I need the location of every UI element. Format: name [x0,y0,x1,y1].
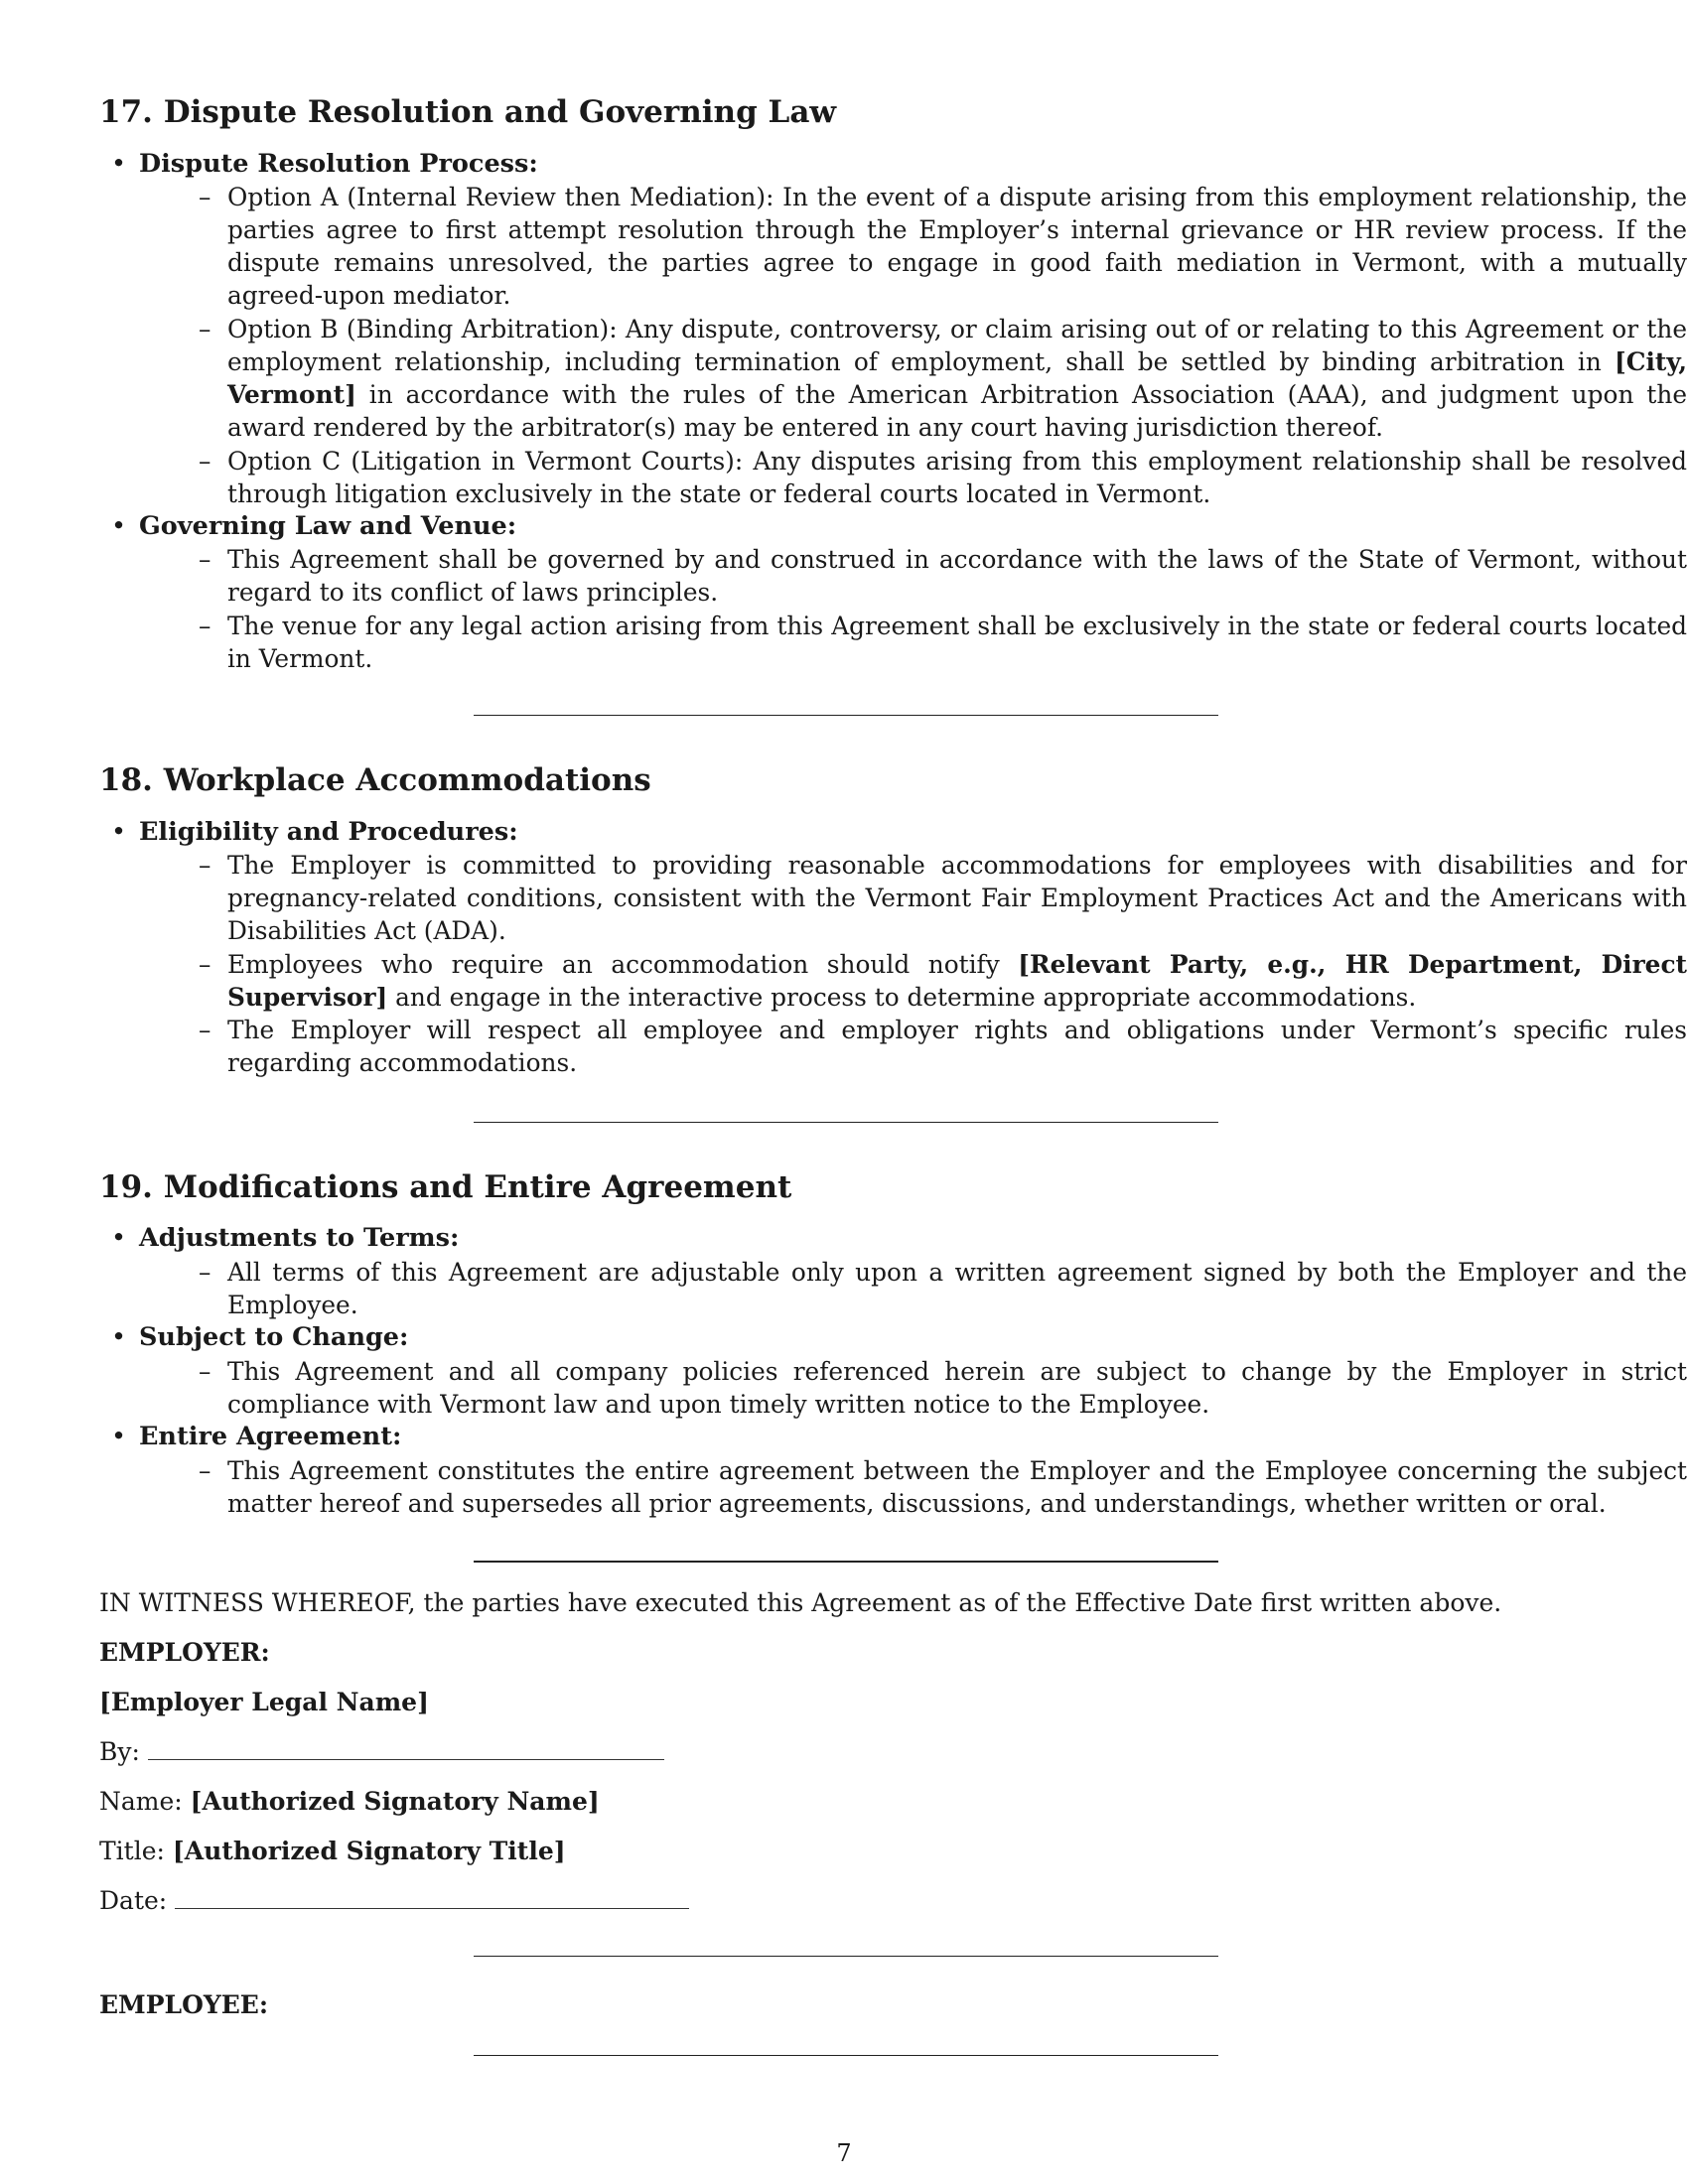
section-divider [474,1122,1218,1123]
section-19-title: 19. Modifications and Entire Agreement [99,1169,792,1205]
employee-label-text: EMPLOYEE: [99,1990,269,2019]
signatory-name-placeholder: [Authorized Signatory Name] [190,1787,600,1816]
city-vermont-placeholder: [City, Vermont] [227,347,1687,409]
entire-agreement-heading: • Entire Agreement: [139,1422,401,1451]
section-18-title: 18. Workplace Accommodations [99,762,651,798]
name-label: Name: [99,1787,183,1816]
employer-legal-name [99,1688,429,1716]
title-label: Title: [99,1837,165,1865]
option-a-text: – Option A (Internal Review then Mediation): In the event of a dispute arising from this employment relationship, the parties agree to first attempt resolution through the Employer’s internal grievance or HR review process. If the dispute remains unresolved, the parties agree to engage in good faith mediation in Vermont, with a mutually agreed-upon mediator. [227,181,1687,312]
governing-law-text: – This Agreement shall be governed by and construed in accordance with the laws of the State of Vermont, without regard to its conflict of laws principles. [227,543,1687,609]
date-line[interactable] [175,1886,689,1909]
witness-statement: IN WITNESS WHEREOF, the parties have executed this Agreement as of the Effective Date first written above. [99,1588,1502,1617]
relevant-party-placeholder: [Relevant Party, e.g., HR Department, Direct Supervisor] [227,950,1687,1012]
page-number: 7 [836,2139,852,2167]
name-row [99,1787,600,1816]
signature-line[interactable] [148,1737,664,1760]
employee-label [99,1990,268,2019]
subject-to-change-heading: • Subject to Change: [139,1322,408,1352]
option-b-text-end: in accordance with the rules of the American Arbitration Association (AAA), and judgment upon the award rendered by the arbitrator(s) may be entered in any court having jurisdiction thereof. [227,380,1687,442]
signatory-title-placeholder: [Authorized Signatory Title] [172,1837,566,1865]
employer-legal-name-placeholder: [Employer Legal Name] [99,1688,429,1716]
section-divider [474,1956,1218,1957]
adjustments-heading: • Adjustments to Terms: [139,1223,459,1253]
document-page [99,0,1687,2184]
adjustments-text: – All terms of this Agreement are adjustable only upon a written agreement signed by both the Employer and the Employee. [227,1256,1687,1321]
by-row [99,1737,664,1766]
notify-text-end: and engage in the interactive process to determine appropriate accommodations. [387,983,1417,1012]
entire-agreement-text: – This Agreement constitutes the entire agreement between the Employer and the Employee concerning the subject matter hereof and supersedes all prior agreements, discussions, and understandings, whether written or oral. [227,1454,1687,1520]
section-divider [474,715,1218,716]
section-divider [474,2055,1218,2056]
section-17-title: 17. Dispute Resolution and Governing Law [99,94,837,130]
governing-law-heading: • Governing Law and Venue: [139,511,516,541]
subject-to-change-text: – This Agreement and all company policies referenced herein are subject to change by the Employer in strict compliance with Vermont law and upon timely written notice to the Employee. [227,1355,1687,1421]
accommodation-rights-text: – The Employer will respect all employee and employer rights and obligations under Vermont’s specific rules regarding accommodations. [227,1014,1687,1079]
option-b-text-start: Option B (Binding Arbitration): Any dispute, controversy, or claim arising out of or relating to this Agreement or the employment relationship, including termination of employment, shall be settled by binding arbitration in [227,315,1687,376]
dispute-resolution-heading: • Dispute Resolution Process: [139,149,538,179]
option-c-text: – Option C (Litigation in Vermont Courts): Any disputes arising from this employment relationship shall be resolved through litigation exclusively in the state or federal courts located in Vermont. [227,445,1687,510]
eligibility-heading: • Eligibility and Procedures: [139,817,518,847]
notify-text-start: Employees who require an accommodation should notify [227,950,1019,979]
section-divider [474,1561,1218,1563]
venue-text: – The venue for any legal action arising from this Agreement shall be exclusively in the state or federal courts located in Vermont. [227,610,1687,675]
title-row [99,1837,566,1865]
employer-label-text: EMPLOYER: [99,1638,270,1667]
by-label: By: [99,1737,140,1766]
accommodation-notify-text [227,948,1687,1014]
accommodation-commitment-text: – The Employer is committed to providing reasonable accommodations for employees with disabilities and for pregnancy-related conditions, consistent with the Vermont Fair Employment Practices Act and the Americans with Disabilities Act (ADA). [227,849,1687,947]
option-b-text [227,313,1687,444]
date-label: Date: [99,1886,168,1915]
date-row [99,1886,689,1915]
employer-label [99,1638,270,1667]
